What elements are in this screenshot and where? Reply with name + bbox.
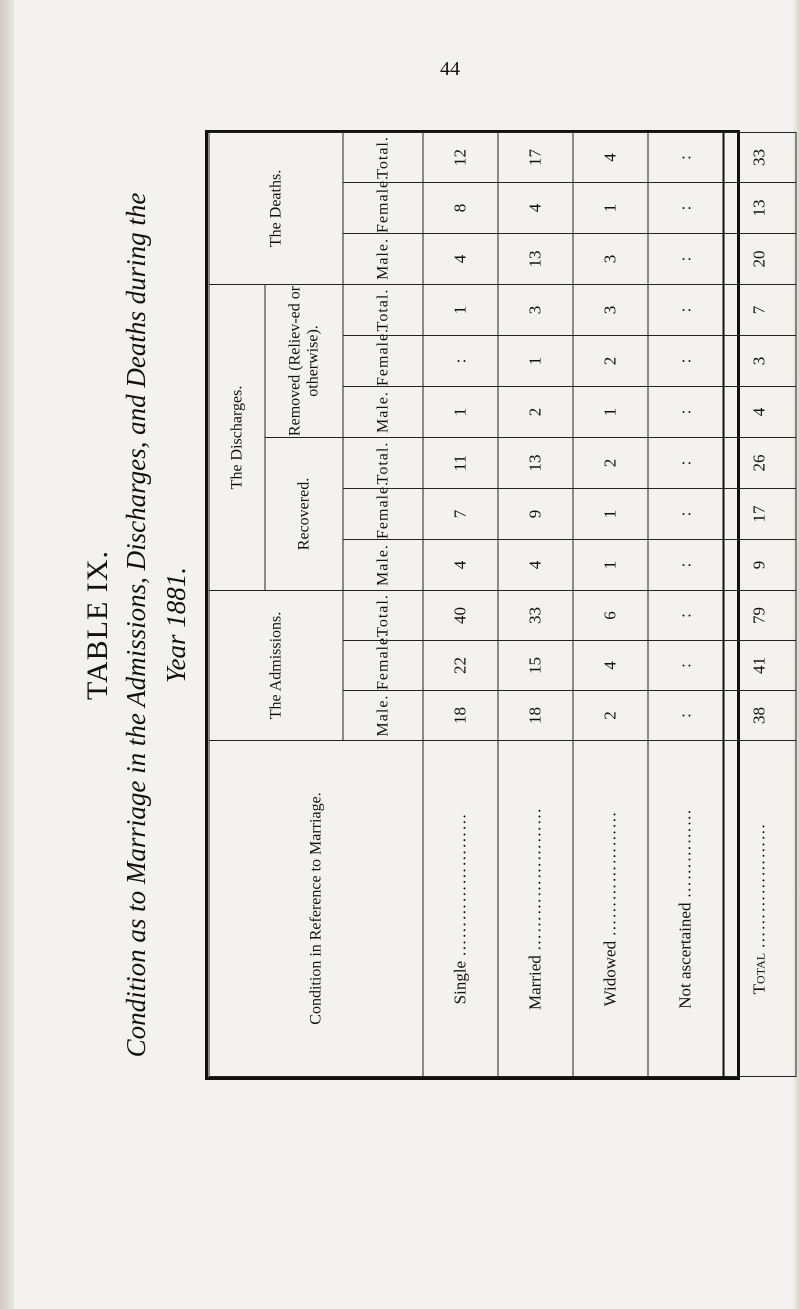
cell: 1: [573, 387, 648, 438]
recovered-header: Recovered.: [265, 438, 343, 591]
condition-header: Condition in Reference to Marriage.: [209, 741, 423, 1077]
page-number: 44: [440, 58, 460, 80]
cell: 8: [423, 182, 498, 233]
cell-empty: :: [648, 233, 723, 284]
cell: 18: [498, 691, 573, 741]
table-title: TABLE IX.: [81, 550, 114, 700]
cell: 6: [573, 591, 648, 641]
deaths-header: The Deaths.: [209, 132, 343, 284]
cell: 1: [423, 284, 498, 335]
cell: 9: [498, 489, 573, 540]
cell: 40: [423, 591, 498, 641]
cell-empty: :: [648, 438, 723, 489]
cell: 38: [723, 691, 796, 741]
cell: 2: [573, 691, 648, 741]
cell: 2: [573, 336, 648, 387]
dth-total-header: Total.: [343, 132, 423, 182]
table-row-single: [423, 132, 498, 1076]
cell: 15: [498, 641, 573, 691]
cell: 33: [723, 132, 796, 182]
cell-empty: :: [648, 132, 723, 182]
cell: 4: [498, 182, 573, 233]
adm-female-header: Female.: [343, 641, 423, 691]
table-row-married: [498, 132, 573, 1076]
row-label-single: Single ……………………: [423, 741, 498, 1077]
cell-empty: :: [648, 387, 723, 438]
cell: 4: [498, 540, 573, 591]
marriage-table-frame: [205, 130, 769, 1080]
cell: 13: [498, 438, 573, 489]
table-row-total: [723, 132, 796, 1076]
cell: 2: [498, 387, 573, 438]
adm-male-header: Male.: [343, 691, 423, 741]
cell: 4: [573, 641, 648, 691]
cell: 41: [723, 641, 796, 691]
rem-male-header: Male.: [343, 387, 423, 438]
cell: 17: [498, 132, 573, 182]
cell: 1: [498, 336, 573, 387]
cell: 4: [723, 387, 796, 438]
cell: 3: [573, 284, 648, 335]
removed-header: Removed (Reliev-ed or otherwise).: [265, 284, 343, 437]
cell: 79: [723, 591, 796, 641]
cell: 26: [723, 438, 796, 489]
rem-total-header: Total.: [343, 284, 423, 335]
marriage-table: [208, 132, 796, 1077]
table-row-not-ascertained: [648, 132, 723, 1076]
page-edge-left: [0, 0, 14, 1309]
cell: 2: [573, 438, 648, 489]
cell-empty: :: [648, 336, 723, 387]
table-row-widowed: [573, 132, 648, 1076]
cell-empty: :: [648, 691, 723, 741]
cell: 20: [723, 233, 796, 284]
cell-empty: :: [648, 540, 723, 591]
cell: 12: [423, 132, 498, 182]
cell: 1: [573, 489, 648, 540]
table-subtitle: Condition as to Marriage in the Admissions, Discharges, and Deaths during the Year 1881.: [121, 192, 191, 1058]
cell: 11: [423, 438, 498, 489]
cell: 17: [723, 489, 796, 540]
cell: 13: [723, 182, 796, 233]
cell: 13: [498, 233, 573, 284]
cell-empty: :: [648, 489, 723, 540]
cell: 1: [423, 387, 498, 438]
rem-female-header: Female.: [343, 336, 423, 387]
cell-empty: :: [648, 284, 723, 335]
cell: 3: [723, 336, 796, 387]
cell: 4: [423, 540, 498, 591]
row-label-total: Total …………………: [723, 741, 796, 1077]
cell-empty: :: [648, 182, 723, 233]
cell: 33: [498, 591, 573, 641]
table-heading: [81, 165, 191, 1085]
adm-total-header: Total.: [343, 591, 423, 641]
cell: 4: [573, 132, 648, 182]
cell: 9: [723, 540, 796, 591]
discharges-header: The Discharges.: [209, 284, 265, 590]
cell: 18: [423, 691, 498, 741]
cell: 3: [498, 284, 573, 335]
rec-female-header: Female.: [343, 489, 423, 540]
cell: 1: [573, 182, 648, 233]
admissions-header: The Admissions.: [209, 591, 343, 741]
cell: 7: [423, 489, 498, 540]
row-label-widowed: Widowed …………………: [573, 741, 648, 1077]
cell: 22: [423, 641, 498, 691]
row-label-married: Married ……………………: [498, 741, 573, 1077]
cell-empty: :: [648, 641, 723, 691]
cell: 3: [573, 233, 648, 284]
dth-male-header: Male.: [343, 233, 423, 284]
cell: 1: [573, 540, 648, 591]
cell: :: [423, 336, 498, 387]
cell: 7: [723, 284, 796, 335]
cell-empty: :: [648, 591, 723, 641]
rec-male-header: Male.: [343, 540, 423, 591]
rec-total-header: Total.: [343, 438, 423, 489]
dth-female-header: Female.: [343, 182, 423, 233]
row-label-not-ascertained: Not ascertained ……………: [648, 741, 723, 1077]
cell: 4: [423, 233, 498, 284]
